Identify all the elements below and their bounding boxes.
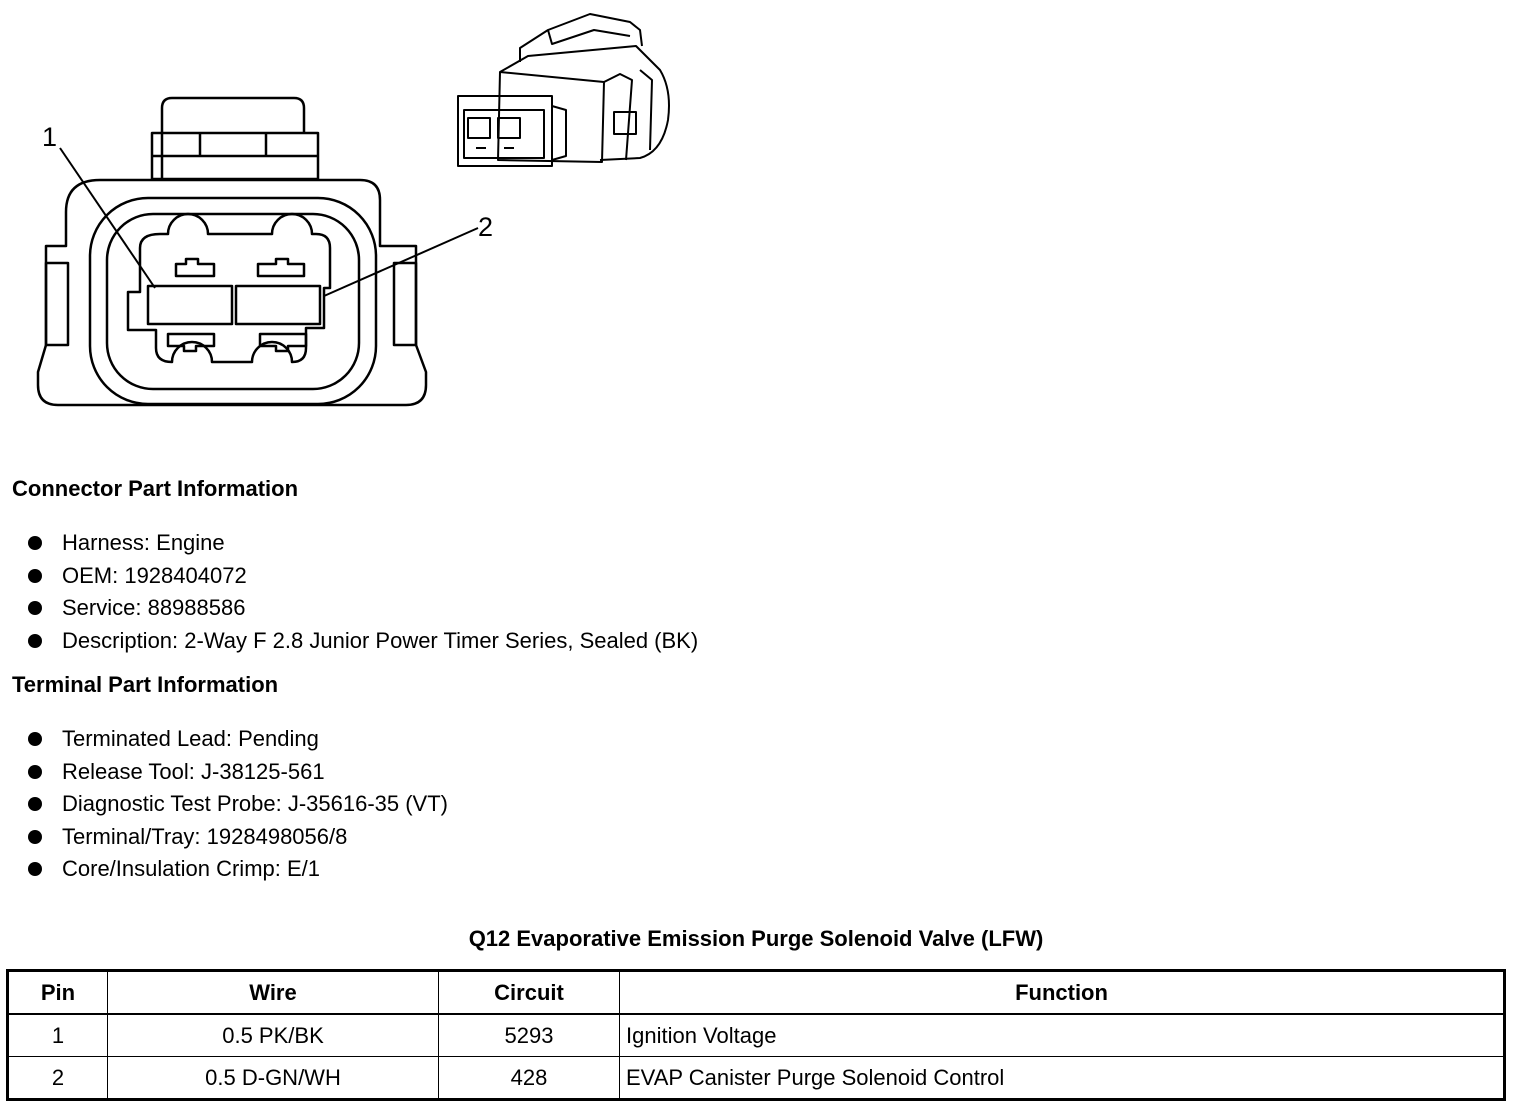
cell-wire: 0.5 D-GN/WH — [108, 1057, 439, 1100]
cell-function: EVAP Canister Purge Solenoid Control — [620, 1057, 1505, 1100]
terminal-2 — [236, 286, 320, 324]
list-item — [28, 853, 448, 886]
terminal-part-heading: Terminal Part Information — [12, 672, 279, 697]
bullet-icon — [28, 601, 42, 615]
list-item-text: Core/Insulation Crimp: E/1 — [62, 856, 320, 882]
list-item — [28, 560, 698, 593]
table-header-row — [8, 971, 1505, 1015]
bullet-icon — [28, 536, 42, 550]
connector-part-heading: Connector Part Information — [12, 476, 299, 501]
terminal-cavity — [128, 214, 330, 362]
callout-2: 2 — [478, 212, 494, 242]
terminal-1 — [148, 286, 232, 324]
list-item-text: Terminated Lead: Pending — [62, 726, 319, 751]
list-item — [28, 723, 448, 756]
cell-circuit: 5293 — [439, 1014, 620, 1057]
column-header-wire: Wire — [108, 971, 439, 1015]
callout-2-leader — [324, 228, 478, 296]
bullet-icon — [28, 830, 42, 844]
bullet-icon — [28, 634, 42, 648]
list-item-text: Release Tool: J-38125-561 — [62, 758, 325, 784]
cell-wire: 0.5 PK/BK — [108, 1014, 439, 1057]
side-tab-left — [46, 263, 68, 345]
table-row — [8, 1014, 1505, 1057]
pin-table — [6, 969, 1506, 1101]
list-item — [28, 527, 698, 560]
connector-diagram — [0, 0, 700, 440]
list-item — [28, 821, 448, 854]
bullet-icon — [28, 862, 42, 876]
callout-1: 1 — [42, 122, 58, 152]
cell-pin: 2 — [8, 1057, 108, 1100]
table-title: Q12 Evaporative Emission Purge Solenoid Valve (LFW) — [468, 926, 1044, 951]
cell-circuit: 428 — [439, 1057, 620, 1100]
connector-part-list — [28, 527, 698, 657]
list-item — [28, 592, 698, 625]
table-row — [8, 1057, 1505, 1100]
column-header-circuit: Circuit — [439, 971, 620, 1015]
list-item — [28, 756, 448, 789]
list-item-text: Harness: Engine — [62, 530, 225, 555]
cell-function: Ignition Voltage — [620, 1014, 1505, 1057]
column-header-function: Function — [620, 971, 1505, 1015]
connector-latch — [152, 98, 318, 180]
bullet-icon — [28, 732, 42, 746]
cell-pin: 1 — [8, 1014, 108, 1057]
bullet-icon — [28, 797, 42, 811]
column-header-pin: Pin — [8, 971, 108, 1015]
list-item-text: Diagnostic Test Probe: J-35616-35 (VT) — [62, 791, 448, 817]
side-tab-right — [394, 263, 416, 345]
bullet-icon — [28, 765, 42, 779]
list-item-text: OEM: 1928404072 — [62, 562, 247, 588]
list-item-text: Service: 88988586 — [62, 595, 246, 621]
list-item-text: Description: 2-Way F 2.8 Junior Power Timer Series, Sealed (BK) — [62, 627, 699, 653]
list-item-text: Terminal/Tray: 1928498056/8 — [62, 823, 348, 849]
terminal-part-list — [28, 723, 448, 886]
connector-3d-view — [458, 14, 669, 166]
list-item — [28, 625, 698, 658]
bullet-icon — [28, 569, 42, 583]
list-item — [28, 788, 448, 821]
